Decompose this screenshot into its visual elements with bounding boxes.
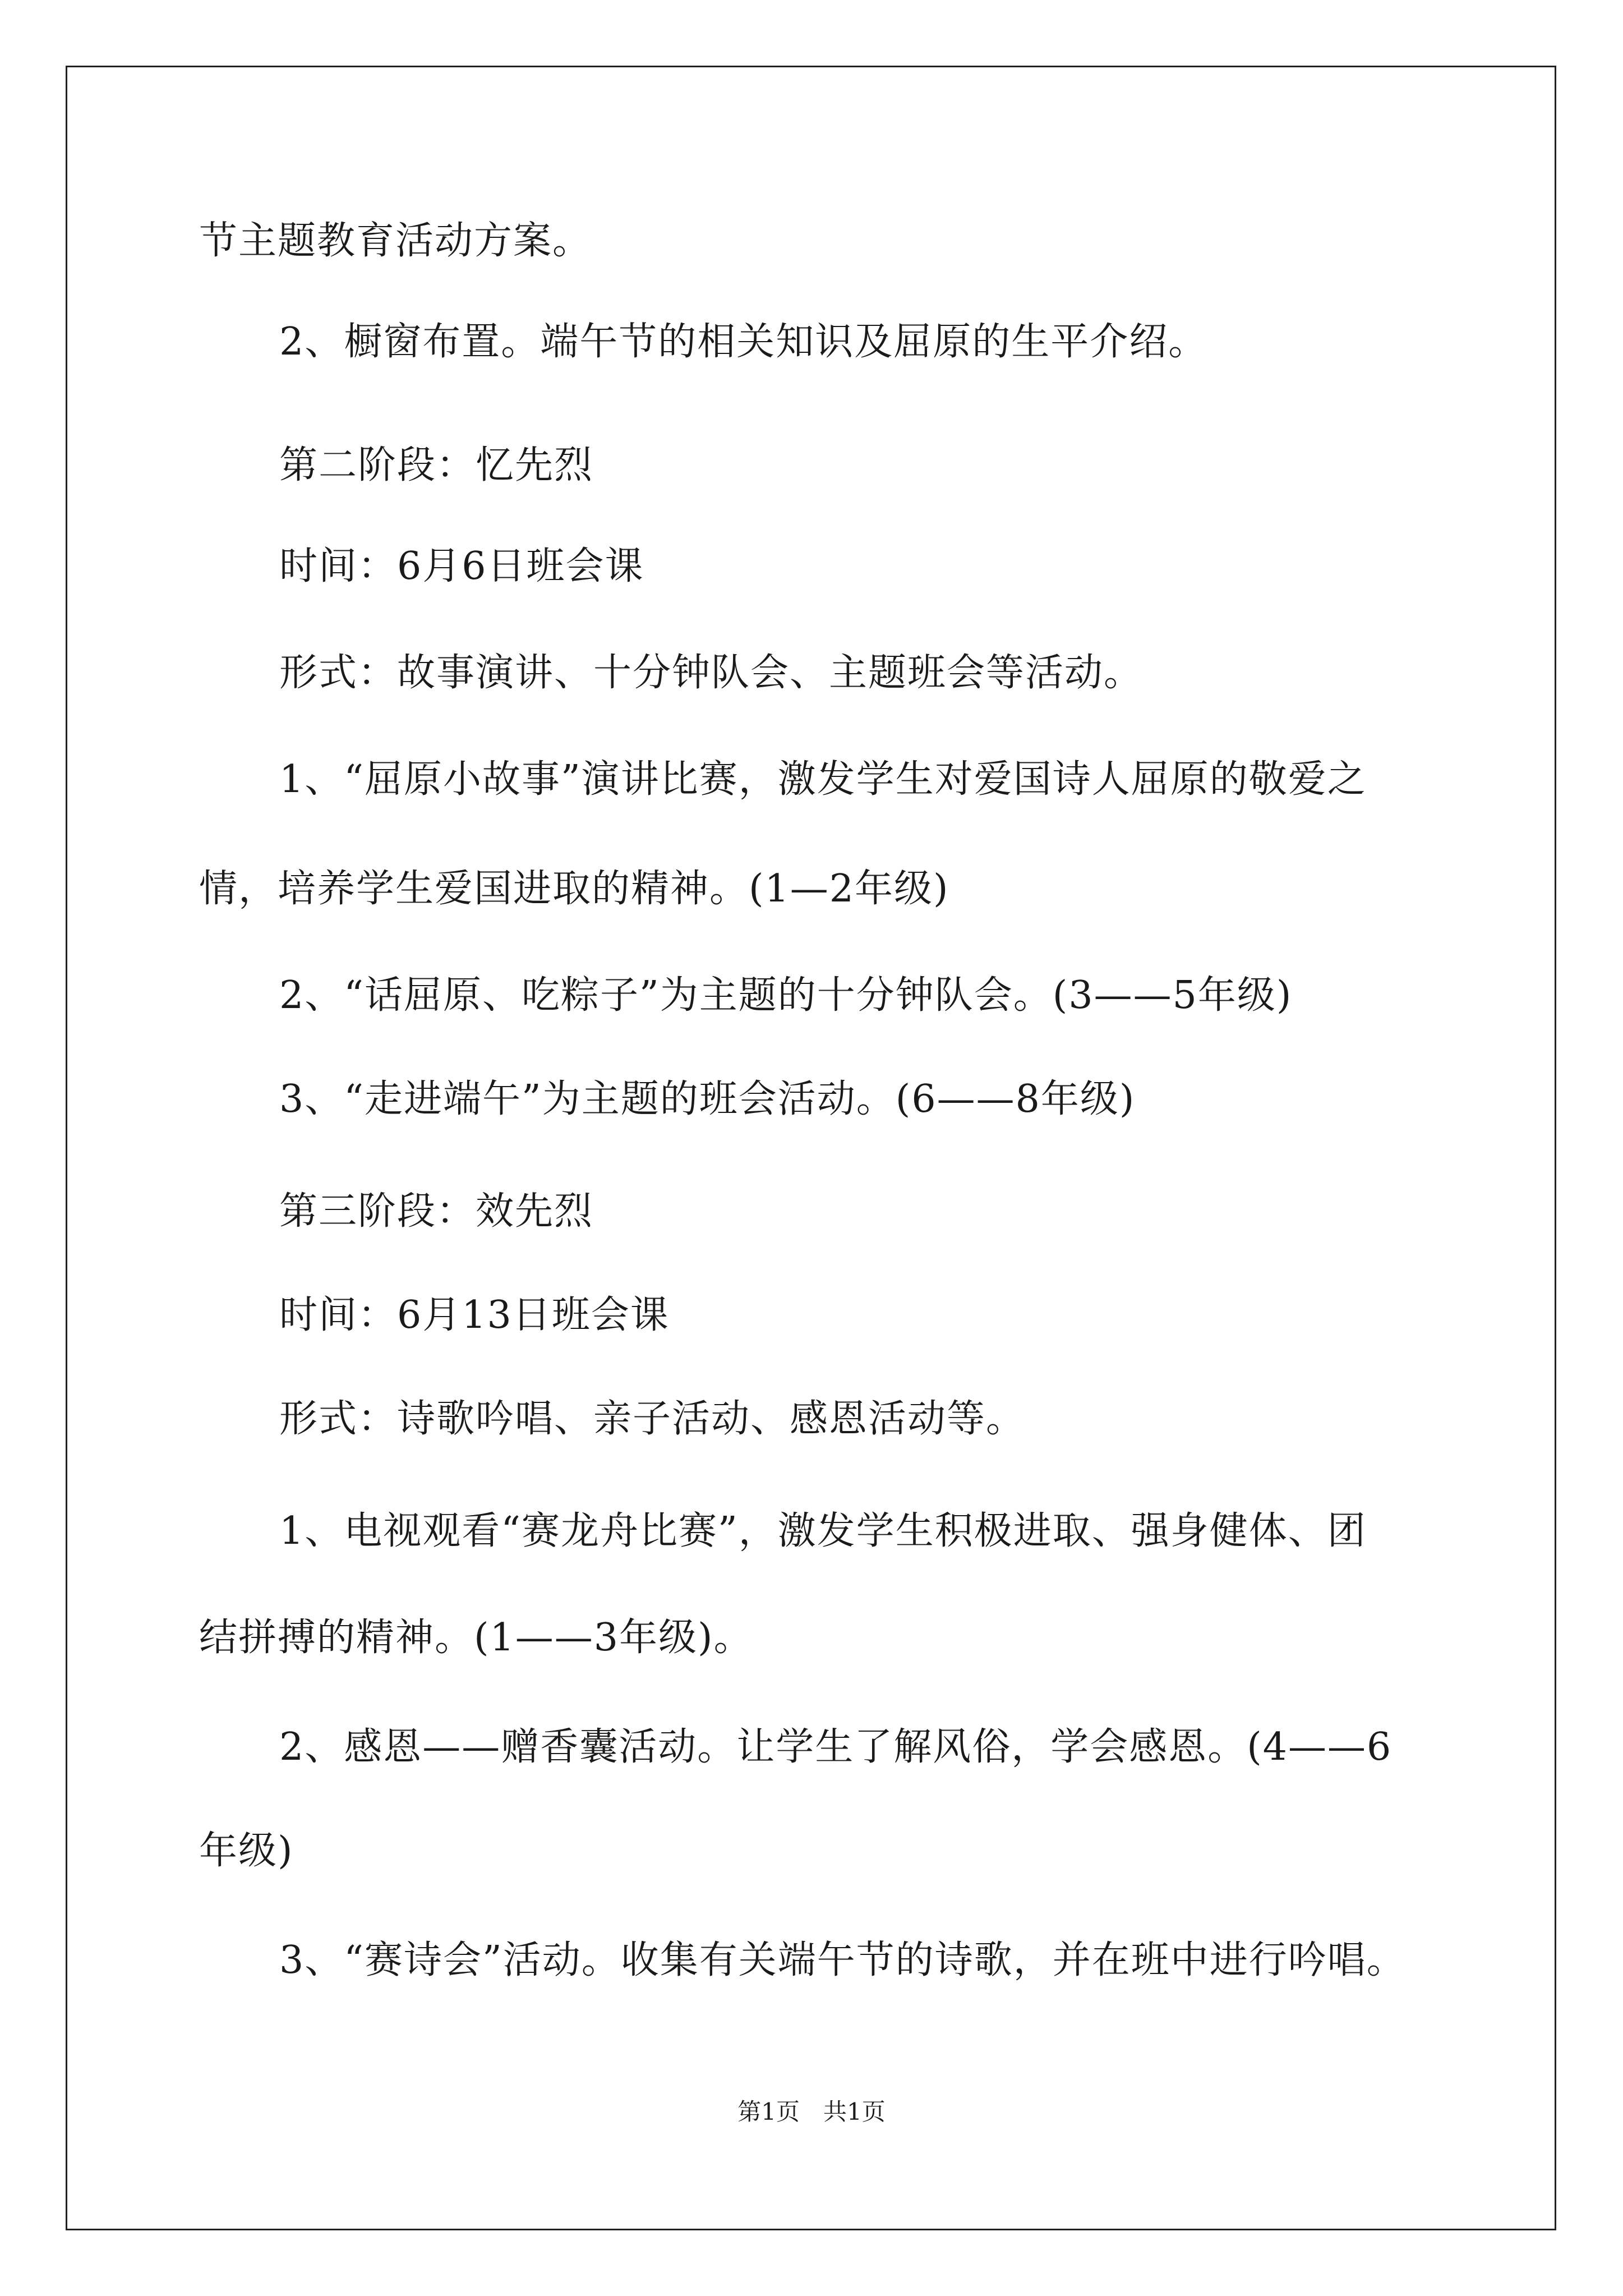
text-line: 2、感恩——赠香囊活动。让学生了解风俗，学会感恩。(4——6 xyxy=(279,1725,1393,1769)
page-border xyxy=(66,66,1556,2230)
text-line: 2、“话屈原、吃粽子”为主题的十分钟队会。(3——5年级) xyxy=(279,973,1293,1018)
text-line: 时间：6月13日班会课 xyxy=(279,1293,670,1337)
text-line: 2、橱窗布置。端午节的相关知识及屈原的生平介绍。 xyxy=(279,320,1208,364)
text-line: 3、“赛诗会”活动。收集有关端午节的诗歌，并在班中进行吟唱。 xyxy=(279,1938,1406,1982)
text-line: 1、电视观看“赛龙舟比赛”，激发学生积极进取、强身健体、团 xyxy=(279,1509,1367,1553)
section-heading: 第二阶段：忆先烈 xyxy=(279,443,594,487)
text-line: 情，培养学生爱国进取的精神。(1—2年级) xyxy=(199,867,949,911)
section-heading: 第三阶段：效先烈 xyxy=(279,1189,594,1234)
text-line: 时间：6月6日班会课 xyxy=(279,544,644,588)
text-line: 3、“走进端午”为主题的班会活动。(6——8年级) xyxy=(279,1077,1136,1121)
text-line: 结拼搏的精神。(1——3年级)。 xyxy=(199,1616,753,1660)
text-line: 1、“屈原小故事”演讲比赛，激发学生对爱国诗人屈原的敬爱之 xyxy=(279,757,1367,802)
text-line: 年级) xyxy=(199,1829,294,1873)
text-line: 节主题教育活动方案。 xyxy=(199,219,592,263)
page-number-footer: 第1页 共1页 xyxy=(737,2098,886,2125)
text-line: 形式：诗歌吟唱、亲子活动、感恩活动等。 xyxy=(279,1397,1026,1441)
text-line: 形式：故事演讲、十分钟队会、主题班会等活动。 xyxy=(279,651,1144,695)
